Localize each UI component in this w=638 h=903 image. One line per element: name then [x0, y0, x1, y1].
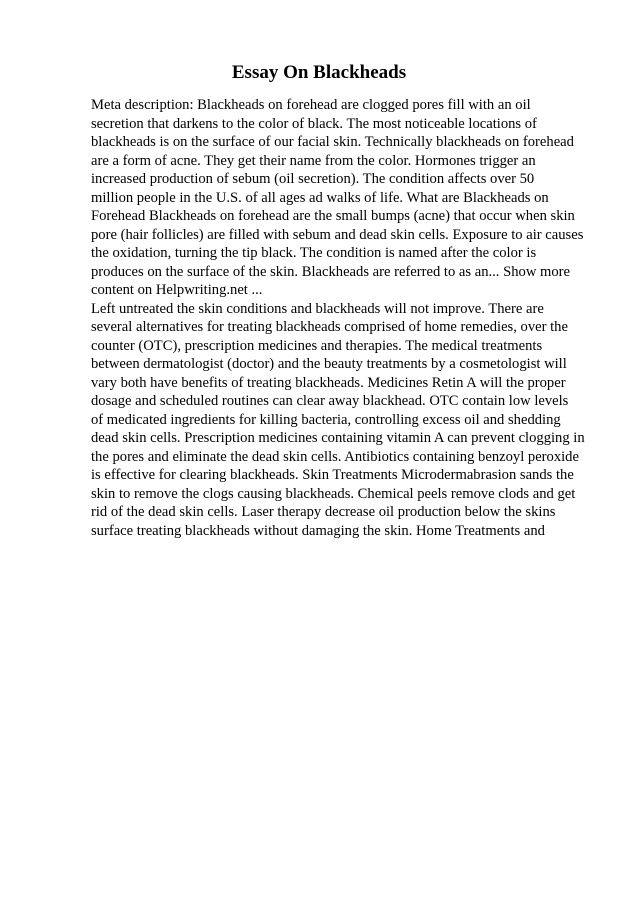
body-line: is effective for clearing blackheads. Skin Treatments Microdermabrasion sands the — [91, 467, 574, 483]
body-line: of medicated ingredients for killing bacteria, controlling excess oil and shedding — [91, 411, 561, 428]
body-line: several alternatives for treating blackheads comprised of home remedies, over the — [91, 319, 568, 335]
body-line: counter (OTC), prescription medicines and therapies. The medical treatments — [91, 337, 543, 354]
body-line: between dermatologist (doctor) and the beauty treatments by a cosmetologist will — [91, 356, 567, 372]
body-line: vary both have benefits of treating blackheads. Medicines Retin A will the proper — [91, 374, 566, 391]
body-line: Left untreated the skin conditions and blackheads will not improve. There are — [91, 300, 544, 317]
body-line: the pores and eliminate the dead skin cells. Antibiotics containing benzoyl peroxide — [91, 448, 579, 465]
body-line: dead skin cells. Prescription medicines containing vitamin A can prevent clogging in — [91, 430, 585, 446]
body-line: dosage and scheduled routines can clear away blackhead. OTC contain low levels — [91, 393, 569, 409]
body-line: surface treating blackheads without damaging the skin. Home Treatments and — [91, 522, 545, 539]
body-line: increased production of sebum (oil secretion). The condition affects over 50 — [91, 171, 535, 187]
body-line: pore (hair follicles) are filled with sebum and dead skin cells. Exposure to air causes — [91, 226, 584, 243]
body-line: rid of the dead skin cells. Laser therapy decrease oil production below the skins — [91, 504, 556, 520]
body-line: secretion that darkens to the color of black. The most noticeable locations of — [91, 115, 537, 132]
body-line: the oxidation, turning the tip black. The condition is named after the color is — [91, 245, 537, 261]
body-line: skin to remove the clogs causing blackheads. Chemical peels remove clods and get — [91, 485, 576, 502]
body-line: Forehead Blackheads on forehead are the small bumps (acne) that occur when skin — [91, 208, 575, 224]
page-title: Essay On Blackheads — [231, 62, 407, 83]
body-line: Meta description: Blackheads on forehead are clogged pores fill with an oil — [91, 97, 531, 113]
essay-body — [91, 96, 591, 540]
body-line: blackheads is on the surface of our facial skin. Technically blackheads on forehead — [91, 134, 574, 150]
body-line: million people in the U.S. of all ages ad walks of life. What are Blackheads on — [91, 189, 549, 206]
body-line: produces on the surface of the skin. Blackheads are referred to as an... Show more — [91, 263, 570, 280]
body-line: content on Helpwriting.net ... — [91, 282, 263, 298]
body-line: are a form of acne. They get their name from the color. Hormones trigger an — [91, 152, 536, 169]
